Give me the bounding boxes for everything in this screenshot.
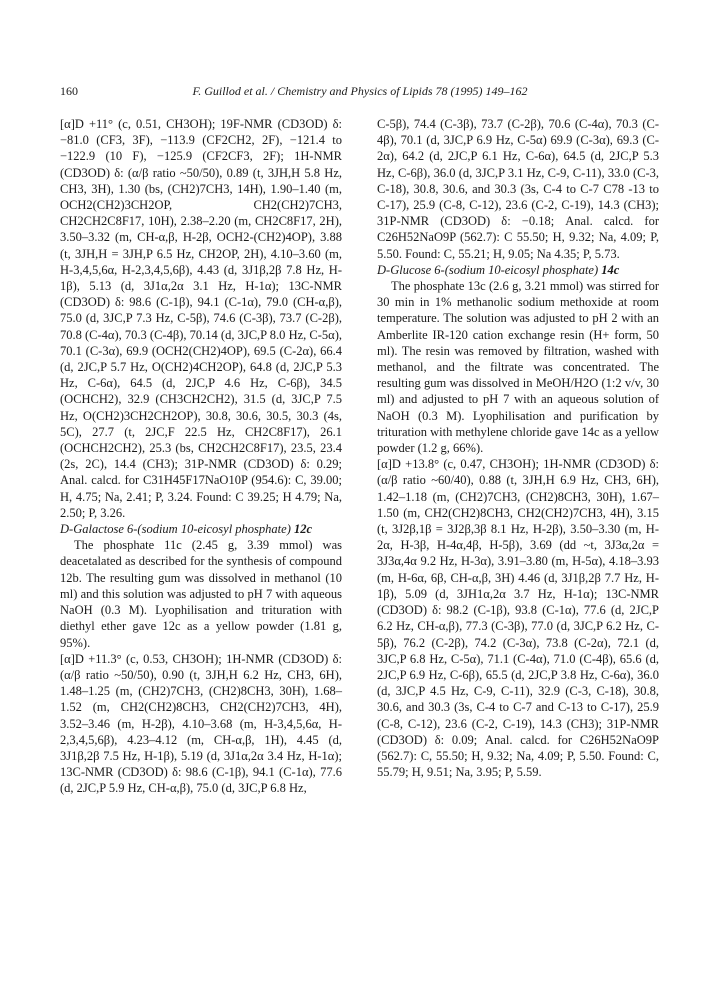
section-data: [α]D +13.8° (c, 0.47, CH3OH); 1H-NMR (CD3OD) δ: (α/β ratio ~60/40), 0.88 (t, 3JH,H 6.9 Hz, CH3, 6H), 1.42–1.18 (m, (CH2)7CH3, (CH2)8CH3, 30H), 1.67–1.50 (m, CH2(CH2)8CH3, CH2(CH2)7CH3, 4H), 3.15 (t, 3J2β,1β = 3J2β,3β 8.1 Hz, H-2β), 3.50–3.30 (m, H-2α, H-3β, H-4α,4β, H-5β), 3.69 (dd ~t, 3J3α,2α = 3J3α,4α 9.2 Hz, H-3α), 3.91–3.80 (m, H-5α), 4.18–3.93 (m, H-6α, 6β, CH-α,β, 3H) 4.46 (d, 3J1β,2β 7.7 Hz, H-1β), 5.09 (d, 3JH1α,2α 3.7 Hz, H-1α); 13C-NMR (CD3OD) δ: 98.2 (C-1β), 93.8 (C-1α), 77.6 (d, 2JC,P 6.2 Hz, CH-α,β), 77.3 (C-3β), 77.0 (d, 3JC,P 6.2 Hz, C-5β), 76.2 (C-2β), 74.2 (C-3α), 73.8 (C-2α), 72.1 (d, 3JC,P 6.8 Hz, C-5α), 71.1 (C-4α), 71.0 (C-4β), 65.6 (d, 2JC,P 6.9 Hz, C-6β), 65.5 (d, 2JC,P 3.8 Hz, C-6α), 36.0 (d, 3JC,P 4.5 Hz, C-9, C-11), 32.9 (C-3, C-18), 30.8, 30.6, and 30.3 (3s, C-4 to C-7 and C-13 to C-17), 25.9 (C-8, C-12), 23.6 (C-2, C-19), 14.3 (CH3); 31P-NMR (CD3OD) δ: 0.09; Anal. calcd. for C26H52NaO9P (562.7): C, 55.50; H, 9.32; Na, 4.09; P, 5.50. Found: C, 55.79; H, 9.51; Na, 3.95; P, 5.59. bbox=[377, 457, 659, 780]
section-title-text: D-Glucose 6-(sodium 10-eicosyl phosphate) bbox=[377, 262, 602, 277]
section-body: The phosphate 11c (2.45 g, 3.39 mmol) was deacetalated as described for the synthesis of compound 12b. The resulting gum was dissolved in methanol (10 ml) and this solution was adjusted to pH 7 with aqueous NaOH (0.3 M). Lyophilisation and trituration with diethyl ether gave 12c as a yellow powder (1.81 g, 95%). bbox=[60, 538, 342, 650]
continued-paragraph: C-5β), 74.4 (C-3β), 73.7 (C-2β), 70.6 (C-4α), 70.3 (C-4β), 70.1 (d, 3JC,P 6.9 Hz, C-5α) 69.9 (C-3α), 69.3 (C-2α), 64.2 (d, 2JC,P 6.1 Hz, C-6α), 64.5 (d, 2JC,P 5.3 Hz, C-6β), 36.0 (d, 3JC,P 3.1 Hz, C-9, C-11), 33.0 (C-3, C-18), 30.8, 30.6, and 30.3 (3s, C-4 to C-7 C78 -13 to C-17), 25.9 (C-8, C-12), 23.6 (C-2, C-19), 14.3 (CH3); 31P-NMR (CD3OD) δ: −0.18; Anal. calcd. for C26H52NaO9P (562.7): C 55.50; H, 9.32; Na, 4.09; P, 5.50. Found: C, 55.21; H, 9.05; Na 4.35; P, 5.73. bbox=[377, 117, 659, 261]
page-number: 160 bbox=[60, 84, 78, 98]
running-head: F. Guillod et al. / Chemistry and Physics of Lipids 78 (1995) 149–162 bbox=[192, 84, 528, 98]
section-title-text: D-Galactose 6-(sodium 10-eicosyl phosphate) bbox=[60, 522, 294, 537]
page-header bbox=[60, 84, 660, 104]
right-column bbox=[377, 116, 659, 780]
section-title-14c bbox=[377, 262, 659, 278]
section-title-12c bbox=[60, 521, 342, 537]
left-column bbox=[60, 116, 342, 797]
compound-label: 12c bbox=[293, 522, 313, 537]
continued-paragraph: [α]D +11° (c, 0.51, CH3OH); 19F-NMR (CD3OD) δ: −81.0 (CF3, 3F), −113.9 (CF2CH2, 2F), −121.4 to −122.9 (10 F), −125.9 (CF2CF3, 2F); 1H-NMR (CD3OD) δ: (α/β ratio ~50/50), 0.89 (t, 3JH,H 5.8 Hz, CH3, 3H), 1.30 (bs, (CH2)7CH3, 14H), 1.90–1.40 (m, OCH2(CH2)3CH2OP, CH2(CH2)7CH3, CH2CH2C8F17, 10H), 2.38–2.20 (m, CH2C8F17, 2H), 3.50–3.32 (m, CH-α,β, H-2β, OCH2-(CH2)4OP), 3.88 (t, 3JH,H = 3JH,P 6.5 Hz, CH2OP, 2H), 4.10–3.60 (m, H-3,4,5,6α, H-2,3,4,5,6β), 4.43 (d, 3J1β,2β 7.8 Hz, H-1β), 5.13 (d, 3J1α,2α 3.1 Hz, H-1α); 13C-NMR (CD3OD) δ: 98.6 (C-1β), 94.1 (C-1α), 79.0 (CH-α,β), 75.0 (d, 3JC,P 7.3 Hz, C-5β), 74.6 (C-3β), 73.7 (C-2β), 70.8 (C-4α), 70.3 (C-4β), 70.14 (d, 3JC,P 8.0 Hz, C-5α), 70.1 (C-3α), 69.9 (OCH2(CH2)4OP), 69.5 (C-2α), 66.4 (d, 2JC,P 5.7 Hz, O(CH2)4CH2OP), 64.8 (d, 2JC,P 5.3 Hz, C-6α), 64.5 (d, 2JC,P 4.6 Hz, C-6β), 34.5 (OCHCH2), 32.9 (CH3CH2CH2), 31.5 (d, 3JC,P 7.5 Hz, O(CH2)3CH2CH2OP), 30.8, 30.6, 30.5, 30.3 (4s, 5C), 27.7 (t, 2JC,F 22.5 Hz, CH2C8F17), 26.1 (OCHCH2CH2), 25.3 (bs, CH2CH2C8F17), 23.5, 23.4 (2s, 2C), 14.4 (CH3); 31P-NMR (CD3OD) δ: 0.29; Anal. calcd. for C31H45F17NaO10P (954.6): C, 39.00; H, 4.75; Na, 2.41; P, 3.24. Found: C 39.25; H 4.79; Na, 2.50; P, 3.26. bbox=[60, 117, 342, 520]
section-body: The phosphate 13c (2.6 g, 3.21 mmol) was stirred for 30 min in 1% methanolic sodium methoxide at room temperature. The solution was adjusted to pH 2 with an Amberlite IR-120 cation exchange resin (H+ form, 50 ml). The resin was removed by filtration, washed with methanol, and the filtrate was concentrated. The resulting gum was dissolved in MeOH/H2O (1:2 v/v, 30 ml) and adjusted to pH 7 with an aqueous solution of NaOH (0.3 M). Lyophilisation and purification by trituration with methylene chloride gave 14c as a yellow powder (1.2 g, 66%). bbox=[377, 279, 659, 456]
section-data: [α]D +11.3° (c, 0.53, CH3OH); 1H-NMR (CD3OD) δ: (α/β ratio ~50/50), 0.90 (t, 3JH,H 6.2 Hz, CH3, 6H), 1.48–1.25 (m, (CH2)7CH3, (CH2)8CH3, 30H), 1.68–1.52 (m, CH2(CH2)8CH3, CH2(CH2)7CH3, 4H), 3.52–3.46 (m, H-2β), 4.10–3.68 (m, H-3,4,5,6α, H-2,3,4,5,6β), 4.23–4.12 (m, CH-α,β, 1H), 4.45 (d, 3J1β,2β 7.5 Hz, H-1β), 5.19 (d, 3J1α,2α 3.4 Hz, H-1α); 13C-NMR (CD3OD) δ: 98.6 (C-1β), 94.1 (C-1α), 77.6 (d, 2JC,P 5.9 Hz, CH-α,β), 75.0 (d, 3JC,P 6.8 Hz, bbox=[60, 651, 342, 796]
compound-label: 14c bbox=[601, 262, 620, 277]
